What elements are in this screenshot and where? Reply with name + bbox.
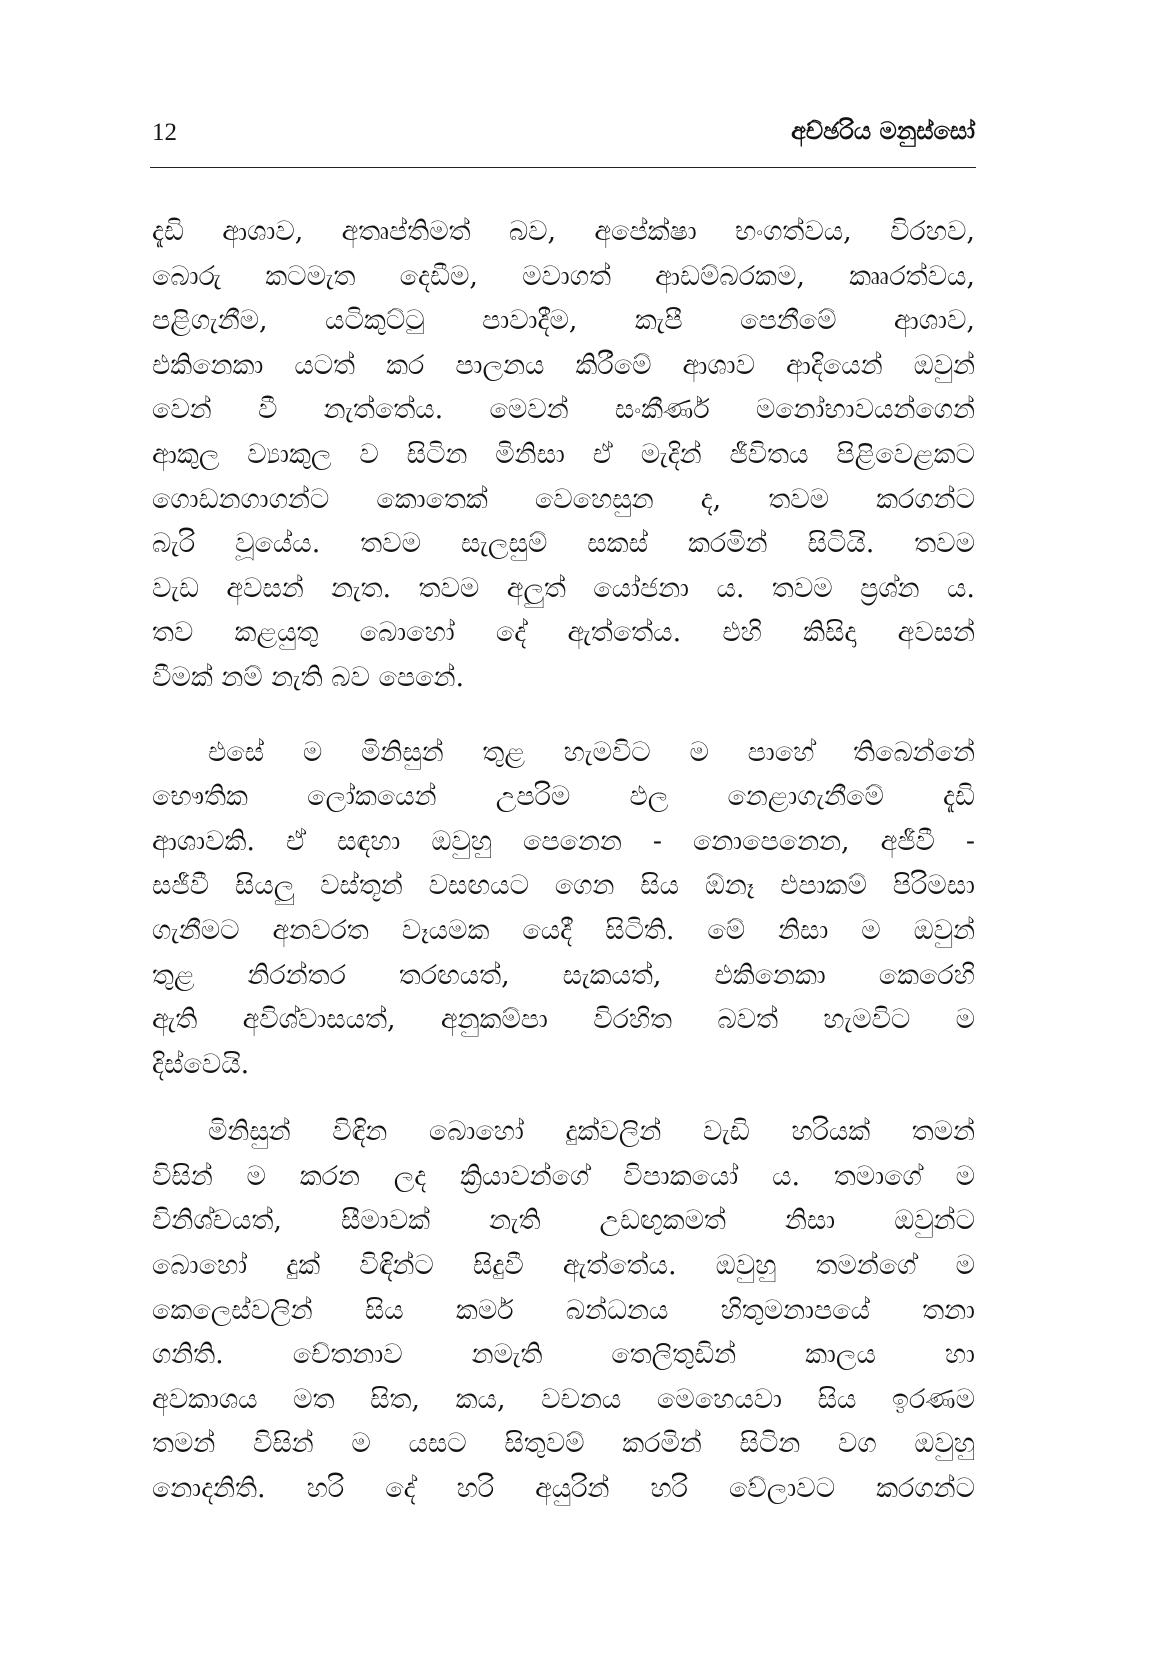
running-title: අච්ඡරිය මනුස්සෝ — [791, 116, 975, 145]
text-line: දිස්වෙයි. — [152, 1048, 250, 1080]
text-line: පළිගැනීම, යටිකුට්ටු පාවාදීම, කැපී පෙනීමේ ආශාව, — [152, 305, 975, 337]
text-line: තව කළයුතු බොහෝ දේ ඇත්තේය. එහි කිසිදා අවසන් — [152, 617, 975, 649]
text-line: තමන් විසින් ම යසට සිතුවම් කරමින් සිටින වග ඔවුහු — [152, 1428, 975, 1460]
text-line: කෙලෙස්වලින් සිය කර්ම බන්ධනය හිතුමනාපයේ තනා — [152, 1294, 975, 1326]
text-line: භෞතික ලෝකයෙන් උපරිම ඵල නෙළාගැනීමේ දැඩි — [152, 781, 975, 813]
text-line: ගනිති. චේතනාව නමැති තෙලිතුඩින් කාලය හා — [152, 1339, 975, 1371]
text-line: තුළ නිරන්තර තරඟයත්, සැකයත්, එකිනෙකා කෙරෙහි — [152, 959, 975, 991]
text-line: බොරු කටමැත දෙඩීම, මවාගත් ආඩම්බරකම, කෲරත්වය, — [152, 260, 975, 292]
text-line: වීමක් නම් නැති බව පෙනේ. — [152, 661, 465, 693]
text-line: බැරි වූයේය. තවම සැලසුම් සකස් කරමින් සිටියි. තවම — [152, 528, 975, 560]
text-line: ආකුල ව්‍යාකුල ව සිටින මිනිසා ඒ මැදින් ජීවිතය පිළිවෙළකට — [152, 438, 975, 470]
text-line: අවකාශය මත සිත, කය, වචනය මෙහෙයවා සිය ඉරණම — [152, 1383, 975, 1415]
text-line: මිනිසුන් විඳින බොහෝ දුක්වලින් වැඩි හරියක් තමන් — [208, 1116, 975, 1148]
text-line: ආශාවකි. ඒ සඳහා ඔවුහු පෙනෙන - නොපෙනෙන, අජීවී - — [152, 825, 975, 857]
text-line: එකිනෙකා යටත් කර පාලනය කිරීමේ ආශාව ආදියෙන් ඔවුන් — [152, 349, 975, 381]
text-line: වෙන් වී නැත්තේය. මෙවන් සංකීර්ණ මනෝභාවයන්ගෙන් — [152, 394, 975, 426]
text-line: ඇති අවිශ්වාසයත්, අනුකම්පා විරහිත බවත් හැමවිට ම — [152, 1004, 975, 1036]
text-line: ගොඩනගාගන්ට කොතෙක් වෙහෙසුන ද, තවම කරගන්ට — [152, 483, 975, 515]
text-line: බොහෝ දුක් විඳින්ට සිදුවී ඇත්තේය. ඔවුහු තමන්ගේ ම — [152, 1250, 975, 1282]
text-line: විසින් ම කරන ලද ක්‍රියාවන්ගේ විපාකයෝ ය. තමාගේ ම — [152, 1160, 975, 1192]
text-line: විනිශ්චයත්, සීමාවක් නැති උඩඟුකමත් නිසා ඔවුන්ට — [152, 1205, 975, 1237]
paragraph — [152, 210, 975, 701]
text-line: වැඩ අවසන් නැත. තවම අලුත් යෝජනා ය. තවම ප්‍රශ්න ය. — [152, 572, 975, 604]
text-line: දැඩි ආශාව, අතෘප්තිමත් බව, අපේක්ෂා භංගත්වය, විරහව, — [152, 216, 975, 247]
text-line: ගැනීමට අනවරත වෑයමක යෙදී සිටිති. මේ නිසා ම ඔවුන් — [152, 914, 975, 946]
text-line: සජීවී සියලු වස්තූන් වසඟයට ගෙන සිය ඕනෑ එපාකම් පිරිමසා — [152, 870, 975, 902]
page-body — [152, 210, 975, 1512]
page-number: 12 — [152, 119, 177, 146]
text-line: නොදනිති. හරි දේ හරි අයුරින් හරි වේලාවට කරගන්ට — [152, 1473, 975, 1505]
text-line: එසේ ම මිනිසුන් තුළ හැමවිට ම පාහේ තිබෙන්නේ — [208, 736, 975, 768]
paragraph — [152, 731, 975, 1088]
header-rule — [150, 167, 976, 168]
paragraph — [152, 1110, 975, 1511]
